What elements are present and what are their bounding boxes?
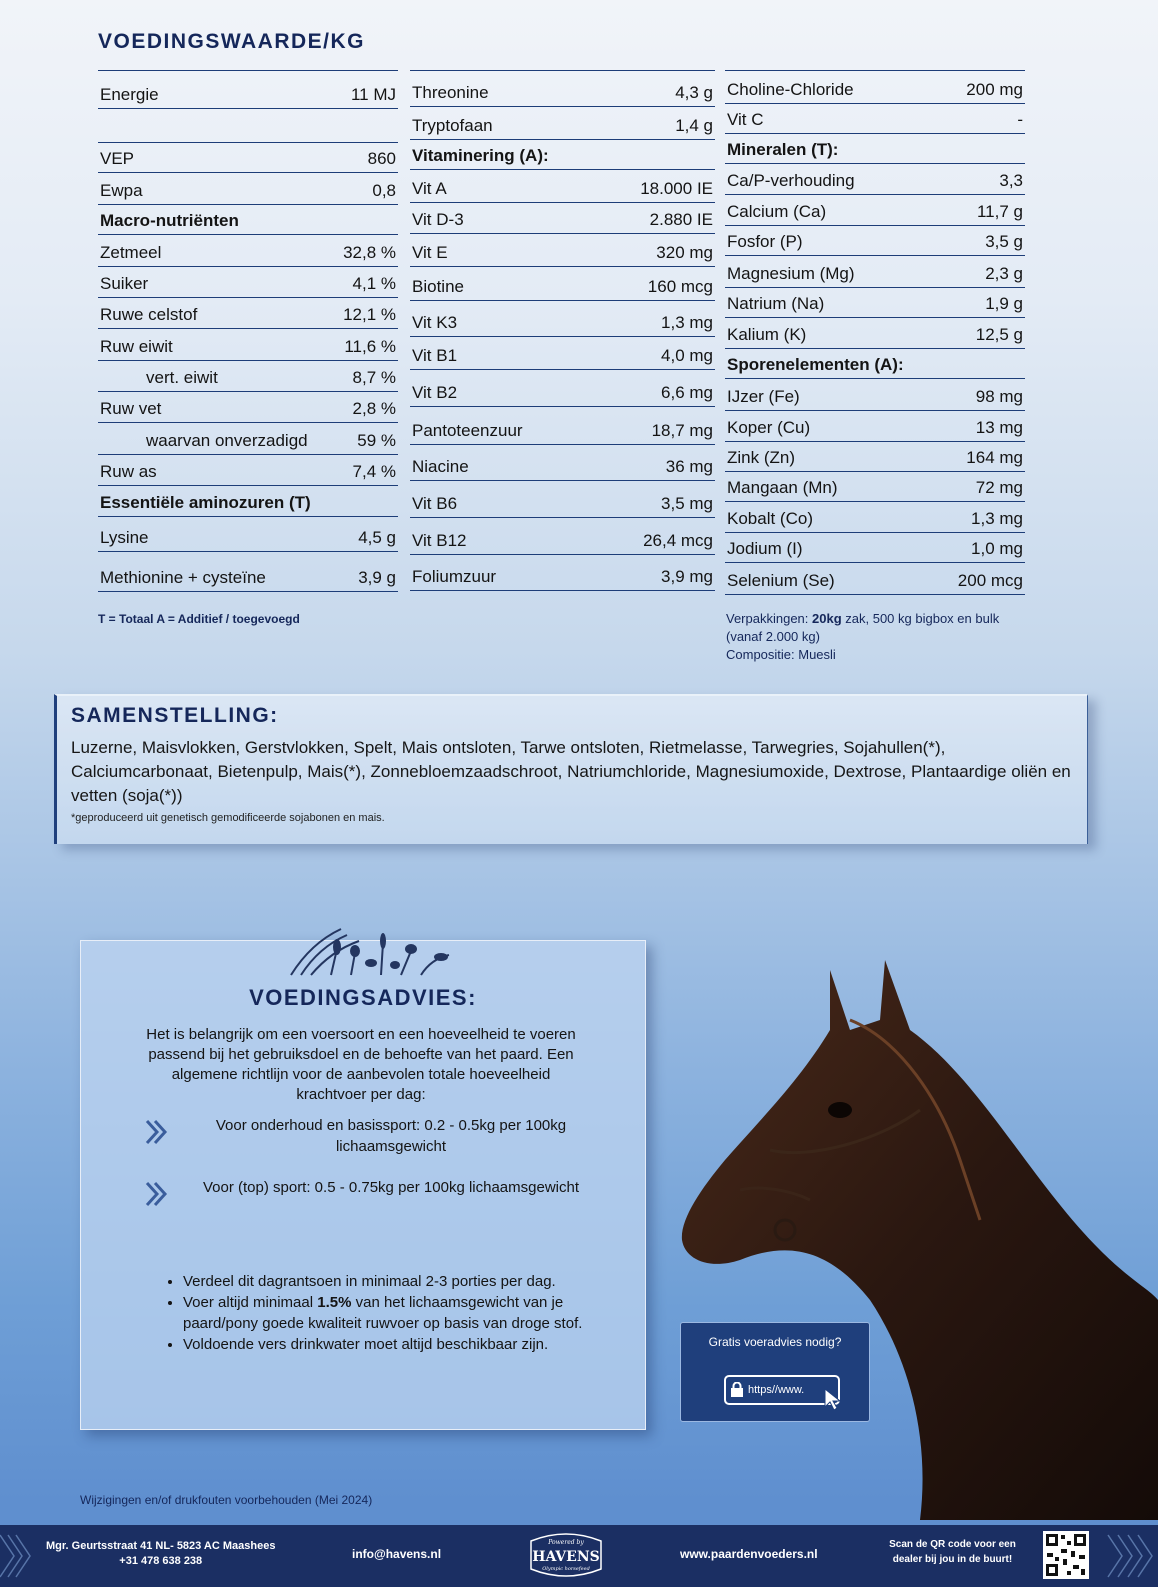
nutrition-row bbox=[725, 133, 1025, 163]
bullet-2-bold: 1.5% bbox=[317, 1294, 352, 1311]
nutrition-value: 12,5 g bbox=[975, 325, 1023, 344]
nutrition-value: 18.000 IE bbox=[640, 179, 713, 198]
legend-note: T = Totaal A = Additief / toegevoegd bbox=[98, 612, 300, 626]
nutrition-row bbox=[98, 204, 398, 234]
nutrition-value: 13 mg bbox=[975, 418, 1023, 437]
nutrition-label: Kalium (K) bbox=[727, 325, 807, 344]
nutrition-value: 32,8 % bbox=[343, 243, 396, 262]
footer-address bbox=[46, 1539, 275, 1569]
nutrition-value: 1,3 mg bbox=[661, 313, 713, 332]
nutrition-value: 11 MJ bbox=[350, 85, 396, 104]
qr-code-icon[interactable] bbox=[1043, 1531, 1089, 1579]
nutrition-value: 3,3 bbox=[999, 171, 1023, 190]
nutrition-label: Suiker bbox=[100, 274, 149, 293]
nutrition-label: Vit B6 bbox=[412, 494, 458, 513]
logo-name-text: HAVENS bbox=[532, 1549, 600, 1565]
samenstelling-title: SAMENSTELLING: bbox=[71, 704, 279, 727]
nutrition-value: 1,4 g bbox=[675, 116, 713, 135]
nutrition-value: 0,8 bbox=[372, 181, 396, 200]
nutrition-label: Ca/P-verhouding bbox=[727, 171, 855, 190]
horse-photo bbox=[680, 960, 1158, 1520]
nutrition-label: Vitaminering (A): bbox=[412, 146, 549, 165]
nutrition-label: Zink (Zn) bbox=[727, 448, 795, 467]
nutrition-value: 320 mg bbox=[656, 243, 713, 262]
nutrition-label: Threonine bbox=[412, 83, 489, 102]
nutrition-label: Mineralen (T): bbox=[727, 140, 839, 159]
nutrition-value: 3,9 mg bbox=[661, 567, 713, 586]
advies-bullet-3: • Voldoende vers drinkwater moet altijd beschikbaar zijn. bbox=[183, 1334, 585, 1355]
nutrition-value: 4,3 g bbox=[675, 83, 713, 102]
nutrition-value: 3,5 mg bbox=[661, 494, 713, 513]
nutrition-label: Niacine bbox=[412, 457, 469, 476]
cursor-icon bbox=[823, 1387, 845, 1411]
nutrition-row bbox=[725, 287, 1025, 317]
nutrition-label: Ruw eiwit bbox=[100, 337, 173, 356]
nutrition-column-3 bbox=[725, 70, 1025, 595]
nutrition-value: 36 mg bbox=[665, 457, 713, 476]
nutrition-row bbox=[725, 163, 1025, 194]
havens-logo bbox=[525, 1529, 607, 1583]
nutrition-label: Essentiële aminozuren (T) bbox=[100, 493, 311, 512]
nutrition-label: waarvan onverzadigd bbox=[146, 431, 308, 450]
nutrition-label: Foliumzuur bbox=[412, 567, 497, 586]
nutrition-value: 6,6 mg bbox=[661, 383, 713, 402]
footer-website-link[interactable]: www.paardenvoeders.nl bbox=[680, 1547, 818, 1561]
nutrition-row bbox=[410, 106, 715, 139]
nutrition-label: Ruwe celstof bbox=[100, 305, 198, 324]
nutrition-label: IJzer (Fe) bbox=[727, 387, 800, 406]
packaging-rest: zak, 500 kg bigbox en bulk (vanaf 2.000 kg) bbox=[726, 611, 1000, 644]
nutrition-label: Vit B2 bbox=[412, 383, 458, 402]
advies-intro: Het is belangrijk om een voersoort en een hoeveelheid te voeren passend bij het gebruiksdoel en de behoefte van het paard. Een algemene richtlijn voor de aanbevolen totale hoeveelheid krachtvoer per dag: bbox=[146, 1026, 576, 1103]
nutrition-row bbox=[98, 172, 398, 204]
nutrition-label: Jodium (I) bbox=[727, 539, 803, 558]
nutrition-row bbox=[725, 441, 1025, 471]
nutrition-label: Calcium (Ca) bbox=[727, 202, 827, 221]
nutrition-row bbox=[725, 70, 1025, 103]
gmo-note: *geproduceerd uit genetisch gemodificeerde sojabonen en mais. bbox=[71, 812, 385, 824]
nutrition-value: 18,7 mg bbox=[651, 421, 713, 440]
voeradvies-qr-box[interactable] bbox=[680, 1322, 870, 1422]
nutrition-row bbox=[725, 255, 1025, 287]
nutrition-label: Magnesium (Mg) bbox=[727, 264, 855, 283]
phone-line: +31 478 638 238 bbox=[119, 1555, 203, 1567]
voeradvies-title: Gratis voeradvies nodig? bbox=[708, 1335, 842, 1349]
lock-icon bbox=[730, 1382, 744, 1397]
nutrition-row bbox=[98, 454, 398, 485]
url-button[interactable]: https//www. bbox=[724, 1375, 840, 1405]
nutrition-value: 1,3 mg bbox=[971, 509, 1023, 528]
nutrition-row bbox=[725, 532, 1025, 562]
nutrition-value: 72 mg bbox=[975, 478, 1023, 497]
nutrition-row bbox=[725, 348, 1025, 378]
table-bottom-rule bbox=[98, 591, 398, 592]
nutrition-row bbox=[98, 266, 398, 297]
nutrition-value: 8,7 % bbox=[352, 368, 396, 387]
nutrition-row bbox=[98, 234, 398, 266]
nutrition-value: 11,6 % bbox=[344, 337, 396, 356]
nutrition-row bbox=[410, 266, 715, 300]
nutrition-value: 4,0 mg bbox=[661, 346, 713, 365]
nutrition-row bbox=[410, 369, 715, 406]
nutrition-label: Biotine bbox=[412, 277, 464, 296]
double-chevron-icon bbox=[141, 1117, 171, 1147]
nutrition-value: 1,9 g bbox=[985, 294, 1023, 313]
bullet-2-post: van het lichaamsgewicht van je paard/pony goede kwaliteit ruwvoer op basis van droge stof. bbox=[183, 1294, 583, 1332]
nutrition-row bbox=[98, 70, 398, 108]
nutrition-value: 4,1 % bbox=[352, 274, 396, 293]
disclaimer: Wijzigingen en/of drukfouten voorbehouden (Mei 2024) bbox=[80, 1493, 373, 1507]
nutrition-label: Vit D-3 bbox=[412, 210, 464, 229]
nutrition-row bbox=[725, 225, 1025, 255]
nutrition-value: 200 mcg bbox=[957, 571, 1023, 590]
recommendation-1-text: Voor onderhoud en basissport: 0.2 - 0.5kg per 100kg lichaamsgewicht bbox=[215, 1117, 567, 1155]
nutrition-row bbox=[410, 554, 715, 590]
ingredients-text: Luzerne, Maisvlokken, Gerstvlokken, Spelt, Mais ontsloten, Tarwe ontsloten, Rietmelasse, Tarwegries, Sojahullen(*), Calciumcarbonaat, Bietenpulp, Mais(*), Zonnebloemzaadschroot, Natriumchloride, Magnesiumoxide, Dextrose, Plantaardige oliën en vetten (soja(*)) bbox=[71, 738, 1071, 805]
footer-scan-text: Scan de QR code voor een dealer bij jou in de buurt! bbox=[889, 1539, 1016, 1565]
nutrition-label: Vit K3 bbox=[412, 313, 458, 332]
nutrition-row bbox=[725, 103, 1025, 133]
nutrition-row bbox=[410, 480, 715, 517]
nutrition-row bbox=[98, 485, 398, 516]
nutrition-row bbox=[725, 410, 1025, 441]
nutrition-row bbox=[725, 562, 1025, 594]
recommendation-2 bbox=[141, 1177, 611, 1209]
nutrition-label: Tryptofaan bbox=[412, 116, 493, 135]
nutrition-value: 12,1 % bbox=[343, 305, 396, 324]
nutrition-label: Fosfor (P) bbox=[727, 232, 803, 251]
footer-email-link[interactable]: info@havens.nl bbox=[352, 1547, 442, 1561]
nutrition-label: Vit B1 bbox=[412, 346, 458, 365]
nutrition-row bbox=[725, 471, 1025, 501]
packaging-note bbox=[726, 610, 1026, 664]
nutrition-column-2 bbox=[410, 70, 715, 591]
nutrition-label: Vit E bbox=[412, 243, 448, 262]
nutrition-label: Ruw vet bbox=[100, 399, 162, 418]
voedingsadvies-panel bbox=[80, 940, 646, 1430]
nutrition-value: 3,9 g bbox=[358, 568, 396, 587]
nutrition-value: 160 mcg bbox=[647, 277, 713, 296]
packaging-prefix: Verpakkingen: bbox=[726, 611, 813, 626]
nutrition-label: Pantoteenzuur bbox=[412, 421, 523, 440]
samenstelling-section bbox=[54, 694, 1088, 844]
table-bottom-rule bbox=[410, 590, 715, 591]
composition: Compositie: Muesli bbox=[726, 647, 836, 662]
nutrition-label: Methionine + cysteïne bbox=[100, 568, 266, 587]
nutrition-label: Selenium (Se) bbox=[727, 571, 835, 590]
nutrition-label: Choline-Chloride bbox=[727, 80, 854, 99]
nutrition-label: Ewpa bbox=[100, 181, 143, 200]
nutrition-label: Vit B12 bbox=[412, 531, 467, 550]
nutrition-label: VEP bbox=[100, 149, 135, 168]
nutrition-column-1 bbox=[98, 70, 398, 592]
nutrition-row bbox=[410, 406, 715, 444]
footer bbox=[0, 1525, 1158, 1587]
nutrition-row bbox=[410, 139, 715, 169]
chevron-pattern-icon bbox=[0, 1525, 40, 1587]
nutrition-label: Vit A bbox=[412, 179, 447, 198]
nutrition-label: Mangaan (Mn) bbox=[727, 478, 838, 497]
table-bottom-rule bbox=[725, 594, 1025, 595]
nutrition-value: 11,7 g bbox=[976, 202, 1023, 221]
logo-top-text: Powered by bbox=[548, 1539, 584, 1546]
chevron-pattern-icon bbox=[1098, 1525, 1158, 1587]
nutrition-value: 860 bbox=[367, 149, 396, 168]
nutrition-row bbox=[98, 297, 398, 328]
nutrition-label: Vit C bbox=[727, 110, 764, 129]
nutrition-row bbox=[410, 300, 715, 336]
nutrition-value: 7,4 % bbox=[352, 462, 396, 481]
nutrition-row bbox=[410, 336, 715, 369]
nutrition-row bbox=[98, 422, 398, 454]
nutrition-row bbox=[410, 233, 715, 266]
nutrition-value: 59 % bbox=[357, 431, 396, 450]
nutrition-row bbox=[98, 516, 398, 551]
nutrition-row bbox=[98, 360, 398, 391]
nutrition-label: Ruw as bbox=[100, 462, 157, 481]
voedingsadvies-title: VOEDINGSADVIES: bbox=[249, 985, 477, 1010]
nutrition-row bbox=[725, 194, 1025, 225]
nutrition-label: Kobalt (Co) bbox=[727, 509, 813, 528]
recommendation-2-text: Voor (top) sport: 0.5 - 0.75kg per 100kg lichaamsgewicht bbox=[202, 1179, 580, 1196]
nutrition-label: Macro-nutriënten bbox=[100, 211, 239, 230]
nutrition-row bbox=[98, 142, 398, 172]
recommendation-1 bbox=[141, 1115, 611, 1157]
nutrition-row bbox=[98, 391, 398, 422]
page-title: VOEDINGSWAARDE/KG bbox=[98, 30, 366, 53]
nutrition-row bbox=[410, 169, 715, 202]
nutrition-label: Zetmeel bbox=[100, 243, 162, 262]
nutrition-value: 200 mg bbox=[966, 80, 1023, 99]
logo-sub-text: Olympic horsefeed bbox=[542, 1566, 590, 1572]
nutrition-value: 98 mg bbox=[975, 387, 1023, 406]
advies-bullet-1: • Verdeel dit dagrantsoen in minimaal 2-3 porties per dag. bbox=[183, 1271, 585, 1292]
nutrition-row bbox=[725, 501, 1025, 532]
nutrition-value: 164 mg bbox=[966, 448, 1023, 467]
nutrition-value: 3,5 g bbox=[985, 232, 1023, 251]
nutrition-value: 2.880 IE bbox=[649, 210, 713, 229]
bullet-2-pre: Voer altijd minimaal bbox=[183, 1294, 318, 1311]
nutrition-row bbox=[98, 328, 398, 360]
grain-illustration-icon bbox=[271, 923, 461, 977]
nutrition-value: 1,0 mg bbox=[971, 539, 1023, 558]
nutrition-row bbox=[410, 444, 715, 480]
double-chevron-icon bbox=[141, 1179, 171, 1209]
advies-bullets bbox=[165, 1271, 585, 1355]
nutrition-label: vert. eiwit bbox=[146, 368, 218, 387]
nutrition-row bbox=[98, 551, 398, 591]
address-line: Mgr. Geurtsstraat 41 NL- 5823 AC Maashees bbox=[46, 1540, 276, 1552]
nutrition-row bbox=[410, 70, 715, 106]
nutrition-value: 2,3 g bbox=[985, 264, 1023, 283]
nutrition-label: Natrium (Na) bbox=[727, 294, 825, 313]
nutrition-row bbox=[725, 317, 1025, 348]
nutrition-value: 26,4 mcg bbox=[643, 531, 713, 550]
nutrition-row bbox=[410, 517, 715, 554]
nutrition-value: 2,8 % bbox=[352, 399, 396, 418]
nutrition-label: Lysine bbox=[100, 528, 149, 547]
nutrition-label: Sporenelementen (A): bbox=[727, 355, 904, 374]
nutrition-label: Koper (Cu) bbox=[727, 418, 811, 437]
nutrition-row bbox=[725, 378, 1025, 410]
nutrition-value: 4,5 g bbox=[358, 528, 396, 547]
nutrition-label: Energie bbox=[100, 85, 159, 104]
nutrition-value: - bbox=[1017, 110, 1023, 129]
nutrition-row bbox=[410, 202, 715, 233]
nutrition-row bbox=[98, 108, 398, 142]
packaging-bold: 20kg bbox=[812, 611, 842, 626]
advies-bullet-2 bbox=[183, 1292, 585, 1334]
